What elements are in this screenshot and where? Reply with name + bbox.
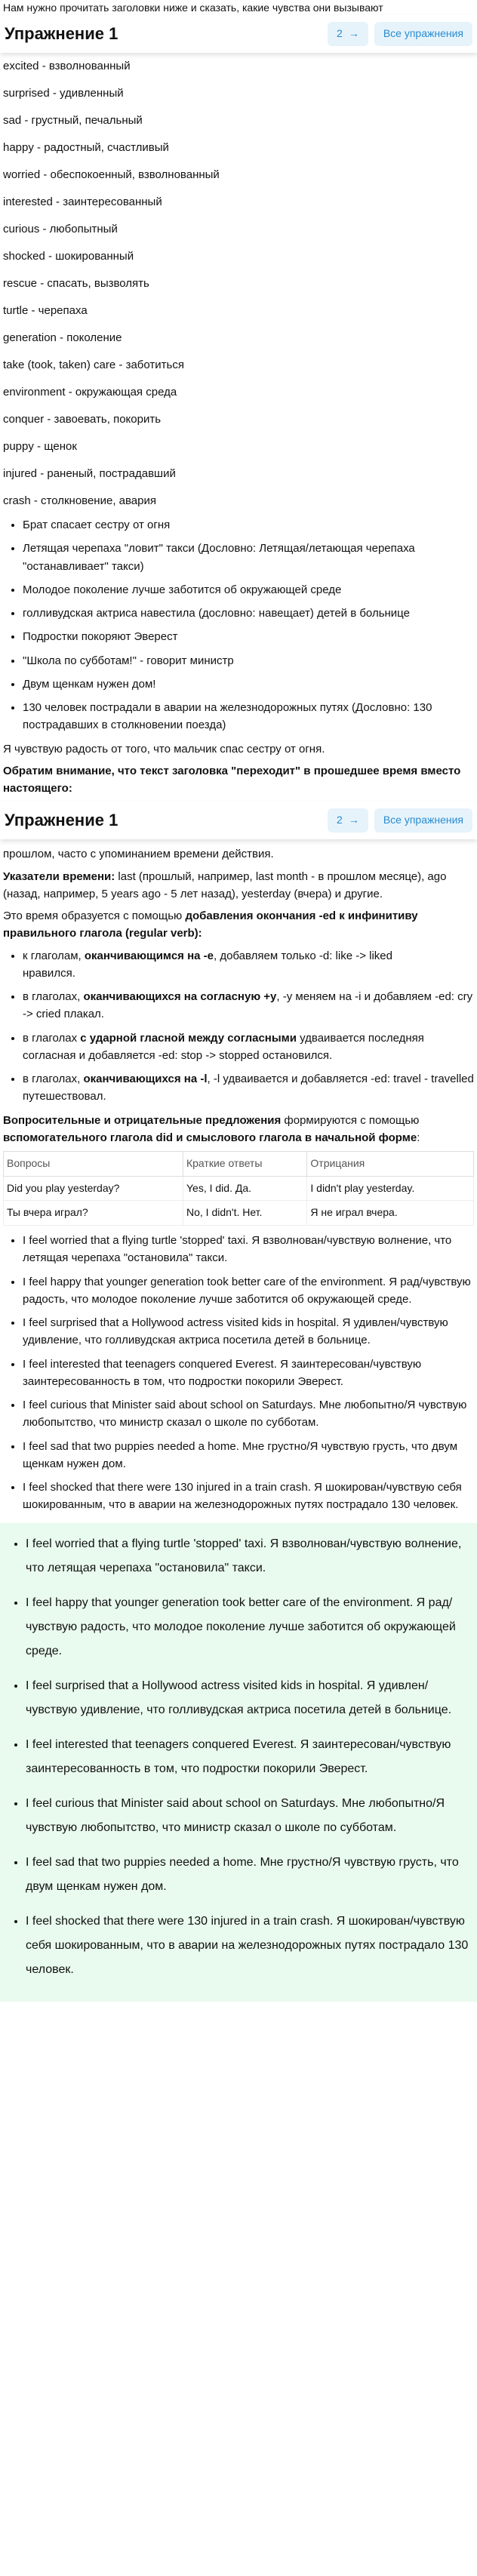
rule-text: в глаголах,: [23, 1073, 84, 1085]
answer-item: • I feel interested that teenagers conquered Everest. Я заинтересован/чувствую заинтересованность в том, что подростки покорили Эверест.: [23, 1356, 474, 1391]
table-header-row: [4, 1152, 474, 1177]
vocab-item: rescue - спасать, вызволять: [3, 277, 149, 290]
spelling-rule: [23, 1029, 474, 1065]
all-exercises-button[interactable]: Все упражнения: [374, 808, 472, 833]
spelling-rule: [23, 947, 474, 983]
vocab-item: puppy - щенок: [3, 440, 77, 453]
tense-note: Обратим внимание, что текст заголовка "переходит" в прошедшее время вместо настоящего:: [3, 764, 461, 795]
headline-item: • голливудская актриса навестила (дословно: навещает) детей в больнице: [23, 605, 474, 622]
headline-item: • Молодое поколение лучше заботится об окружающей среде: [23, 581, 474, 599]
vocab-item: injured - раненый, пострадавший: [3, 467, 176, 480]
questions-bold: вспомогательного глагола did и смыслового глагола в начальной форме: [3, 1131, 417, 1144]
questions-rule: [3, 1112, 474, 1147]
rule-text: в глаголах: [23, 1031, 81, 1045]
exercise-title: Упражнение 1: [5, 811, 118, 830]
rule-text: , -l удваивается и добавляется -ed: travel - travelled путешествовал.: [23, 1073, 474, 1103]
answer-item: • I feel happy that younger generation took better care of the environment. Я рад/чувствую радость, что молодое поколение лучше заботится об окружающей среде.: [23, 1273, 474, 1309]
vocab-item: turtle - черепаха: [3, 304, 88, 317]
rule-text: , добавляем только -d: like -> liked: [214, 949, 392, 962]
header-controls: [328, 808, 472, 833]
answer-item: • I feel shocked that there were 130 injured in a train crash. Я шокирован/чувствую себя шокированным, что в аварии на железнодорожных путях пострадало 130 человек.: [23, 1479, 474, 1514]
formation-text: Это время образуется с помощью: [3, 909, 186, 922]
grammar-table: [3, 1151, 474, 1226]
vocab-item: surprised - удивленный: [3, 87, 124, 100]
rule-text: к глаголам,: [23, 949, 85, 962]
all-exercises-button[interactable]: Все упражнения: [374, 22, 472, 46]
rule-text: , -y меняем на -i и добавляем -ed: cry -> cried плакал.: [23, 990, 473, 1021]
rule-bold: с ударной гласной между согласными: [80, 1031, 297, 1045]
exercise-title: Упражнение 1: [5, 23, 118, 43]
vocab-item: interested - заинтересованный: [3, 195, 162, 208]
answer-item: • I feel worried that a flying turtle 'stopped' taxi. Я взволнован/чувствую волнение, что летящая черепаха "остановила" такси.: [23, 1232, 474, 1267]
rule-text: удваивается последняя согласная и добавляется -ed: stop -> stopped остановился.: [23, 1031, 424, 1062]
headline-item: • 130 человек пострадали в аварии на железнодорожных путях (Дословно: 130 пострадавших в столкновении поезда): [23, 699, 474, 734]
rule-text: в глаголах,: [23, 990, 84, 1003]
answer-item: • I feel curious that Minister said about school on Saturdays. Мне любопытно/Я чувствую любопытство, что министр сказал о школе по субботам.: [26, 1792, 471, 1840]
questions-text: формируются с помощью: [281, 1113, 420, 1127]
answer-item: • I feel curious that Minister said about school on Saturdays. Мне любопытно/Я чувствую любопытство, что министр сказал о школе по субботам.: [23, 1396, 474, 1432]
vocab-item: sad - грустный, печальный: [3, 114, 143, 127]
exercise-number: 2: [337, 27, 343, 40]
table-row: [4, 1176, 474, 1201]
table-cell: I didn't play yesterday.: [307, 1176, 474, 1201]
table-header: Краткие ответы: [183, 1152, 306, 1177]
rule-bold: оканчивающимся на -e: [84, 949, 214, 962]
header-controls: [328, 22, 472, 46]
headline-list: [3, 516, 474, 734]
exercise-header-sticky: [0, 802, 477, 839]
arrow-right-icon: →: [348, 814, 359, 826]
table-cell: No, I didn't. Нет.: [183, 1201, 306, 1226]
time-markers: [3, 868, 474, 903]
table-cell: Ты вчера играл?: [4, 1201, 183, 1226]
intro-text: Нам нужно прочитать заголовки ниже и сказать, какие чувства они вызывают: [3, 2, 383, 14]
answer-item: • I feel happy that younger generation took better care of the environment. Я рад/чувствую радость, что молодое поколение лучше заботится об окружающей среде.: [26, 1591, 471, 1663]
questions-text: :: [417, 1131, 420, 1144]
vocab-item: shocked - шокированный: [3, 250, 134, 263]
answer-list-highlighted: [6, 1532, 471, 1982]
table-cell: Я не играл вчера.: [307, 1201, 474, 1226]
answer-item: • I feel sad that two puppies needed a home. Мне грустно/Я чувствую грусть, что двум щенкам нужен дом.: [23, 1438, 474, 1473]
next-exercise-button[interactable]: [328, 808, 368, 833]
answer-item: • I feel sad that two puppies needed a home. Мне грустно/Я чувствую грусть, что двум щенкам нужен дом.: [26, 1851, 471, 1899]
rule-bold: оканчивающихся на -l: [83, 1073, 208, 1085]
vocab-item: generation - поколение: [3, 331, 122, 344]
spelling-rule: [23, 1070, 474, 1106]
answer-item: • I feel surprised that a Hollywood actress visited kids in hospital. Я удивлен/чувствую удивление, что голливудская актриса посетила детей в больнице.: [23, 1314, 474, 1350]
vocabulary-list: [3, 53, 474, 515]
rule-text: нравился.: [23, 966, 75, 980]
headline-item: • Двум щенкам нужен дом!: [23, 676, 474, 693]
vocab-item: happy - радостный, счастливый: [3, 141, 169, 154]
answer-item: • I feel surprised that a Hollywood actress visited kids in hospital. Я удивлен/чувствую удивление, что голливудская актриса посетила детей в больнице.: [26, 1674, 471, 1722]
answer-item: • I feel worried that a flying turtle 'stopped' taxi. Я взволнован/чувствую волнение, что летящая черепаха "остановила" такси.: [26, 1532, 471, 1580]
headline-item: • Подростки покоряют Эверест: [23, 628, 474, 645]
answer-box: [0, 1523, 477, 2002]
formation-rule: [3, 907, 474, 943]
arrow-right-icon: →: [348, 27, 359, 40]
vocab-item: take (took, taken) care - заботиться: [3, 359, 184, 371]
example-sentence: Я чувствую радость от того, что мальчик спас сестру от огня.: [3, 742, 325, 756]
table-header: Вопросы: [4, 1152, 183, 1177]
rule-bold: оканчивающихся на согласную +y: [83, 990, 277, 1003]
formation-bold: добавления окончания -ed к инфинитиву правильного глагола (regular verb):: [3, 909, 418, 940]
time-markers-label: Указатели времени:: [3, 869, 115, 883]
vocab-item: environment - окружающая среда: [3, 386, 177, 399]
vocab-item: crash - столкновение, авария: [3, 494, 156, 507]
spelling-rules-list: [3, 947, 474, 1106]
vocab-item: curious - любопытный: [3, 223, 118, 235]
table-cell: Yes, I did. Да.: [183, 1176, 306, 1201]
table-header: Отрицания: [307, 1152, 474, 1177]
table-cell: Did you play yesterday?: [4, 1176, 183, 1201]
spelling-rule: [23, 988, 474, 1023]
vocab-item: worried - обеспокоенный, взволнованный: [3, 168, 220, 181]
headline-item: • "Школа по субботам!" - говорит министр: [23, 652, 474, 669]
exercise-header: [0, 15, 477, 53]
headline-item: • Брат спасает сестру от огня: [23, 516, 474, 534]
questions-bold: Вопросительные и отрицательные предложения: [3, 1113, 282, 1127]
past-simple-intro: прошлом, часто с упоминанием времени действия.: [3, 848, 274, 861]
vocab-item: conquer - завоевать, покорить: [3, 413, 162, 426]
answer-item: • I feel interested that teenagers conquered Everest. Я заинтересован/чувствую заинтересованность в том, что подростки покорили Эверест.: [26, 1733, 471, 1781]
answer-list: [3, 1232, 474, 1514]
exercise-number: 2: [337, 814, 343, 826]
answer-item: • I feel shocked that there were 130 injured in a train crash. Я шокирован/чувствую себя шокированным, что в аварии на железнодорожных путях пострадало 130 человек.: [26, 1910, 471, 1982]
next-exercise-button[interactable]: [328, 22, 368, 46]
time-markers-text: last (прошлый, например, last month - в прошлом месяце), ago (назад, например, 5 years ago - 5 лет назад), yesterday (вчера) и другие.: [3, 869, 447, 900]
vocab-item: excited - взволнованный: [3, 60, 131, 72]
table-row: [4, 1201, 474, 1226]
headline-item: • Летящая черепаха "ловит" такси (Дословно: Летящая/летающая черепаха "останавливает" такси): [23, 540, 474, 575]
